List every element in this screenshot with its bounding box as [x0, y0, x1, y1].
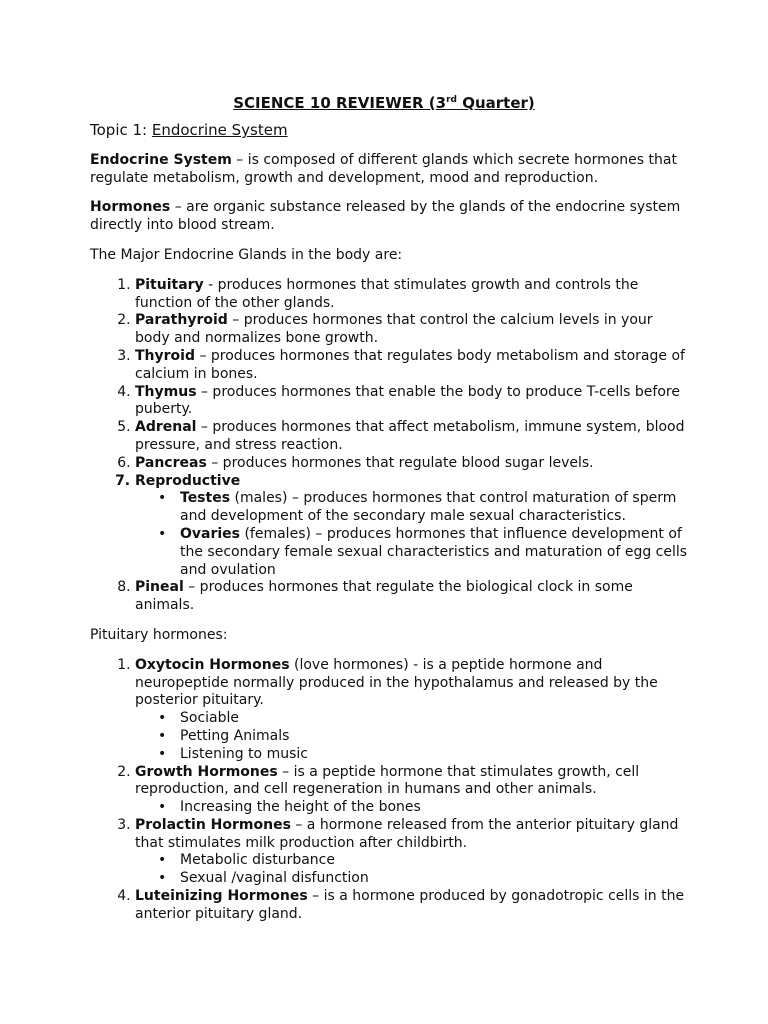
list-item: • Increasing the height of the bones: [180, 799, 690, 817]
list-item: • Petting Animals: [180, 728, 690, 746]
list-item: 8. Pineal – produces hormones that regulate the biological clock in some animals.: [135, 579, 690, 615]
hormone-sublist: [135, 710, 690, 763]
hormones-list: [90, 657, 690, 924]
list-item: • Sexual /vaginal disfunction: [180, 870, 690, 888]
list-item: 1. Pituitary - produces hormones that stimulates growth and controls the function of the other glands.: [135, 277, 690, 313]
definition-hormones: Hormones – are organic substance released by the glands of the endocrine system directly into blood stream.: [90, 199, 681, 234]
page-title: SCIENCE 10 REVIEWER (3rd Quarter): [233, 94, 535, 112]
list-item: • Listening to music: [180, 746, 690, 764]
list-item: 1. Oxytocin Hormones (love hormones) - is a peptide hormone and neuropeptide normally produced in the hypothalamus and released by the posterior pituitary. • Sociable • Petting Animals • Listening to music: [135, 657, 690, 764]
glands-list: [90, 277, 690, 615]
glands-intro: The Major Endocrine Glands in the body are:: [90, 246, 403, 263]
list-item: 7. Reproductive • Testes (males) – produces hormones that control maturation of sperm and development of the secondary male sexual characteristics. • Ovaries (females) – produces hormones that influence development of the secondary female sexual characteristics and maturation of egg cells and ovulation: [135, 473, 690, 580]
list-item: 4. Luteinizing Hormones – is a hormone produced by gonadotropic cells in the anterior pituitary gland.: [135, 888, 690, 924]
reproductive-sublist: [135, 490, 690, 579]
list-item: 6. Pancreas – produces hormones that regulate blood sugar levels.: [135, 455, 690, 473]
document-body: [90, 122, 690, 936]
list-item: 5. Adrenal – produces hormones that affect metabolism, immune system, blood pressure, and stress reaction.: [135, 419, 690, 455]
list-item: 2. Growth Hormones – is a peptide hormone that stimulates growth, cell reproduction, and cell regeneration in humans and other animals. • Increasing the height of the bones: [135, 764, 690, 817]
definition-endocrine-system: Endocrine System – is composed of different glands which secrete hormones that regulate metabolism, growth and development, mood and reproduction.: [90, 151, 677, 186]
list-item: 4. Thymus – produces hormones that enable the body to produce T-cells before puberty.: [135, 384, 690, 420]
list-item: 3. Thyroid – produces hormones that regulates body metabolism and storage of calcium in bones.: [135, 348, 690, 384]
hormone-sublist: [135, 852, 690, 888]
list-item: 3. Prolactin Hormones – a hormone released from the anterior pituitary gland that stimulates milk production after childbirth. • Metabolic disturbance • Sexual /vaginal disfunction: [135, 817, 690, 888]
list-item: • Testes (males) – produces hormones that control maturation of sperm and development of the secondary male sexual characteristics.: [180, 490, 690, 526]
hormone-sublist: [135, 799, 690, 817]
list-item: • Sociable: [180, 710, 690, 728]
list-item: • Ovaries (females) – produces hormones that influence development of the secondary female sexual characteristics and maturation of egg cells and ovulation: [180, 526, 690, 579]
list-item: 2. Parathyroid – produces hormones that control the calcium levels in your body and normalizes bone growth.: [135, 312, 690, 348]
topic-heading: Topic 1: Endocrine System: [90, 121, 288, 139]
list-item: • Metabolic disturbance: [180, 852, 690, 870]
pituitary-intro: Pituitary hormones:: [90, 626, 228, 643]
